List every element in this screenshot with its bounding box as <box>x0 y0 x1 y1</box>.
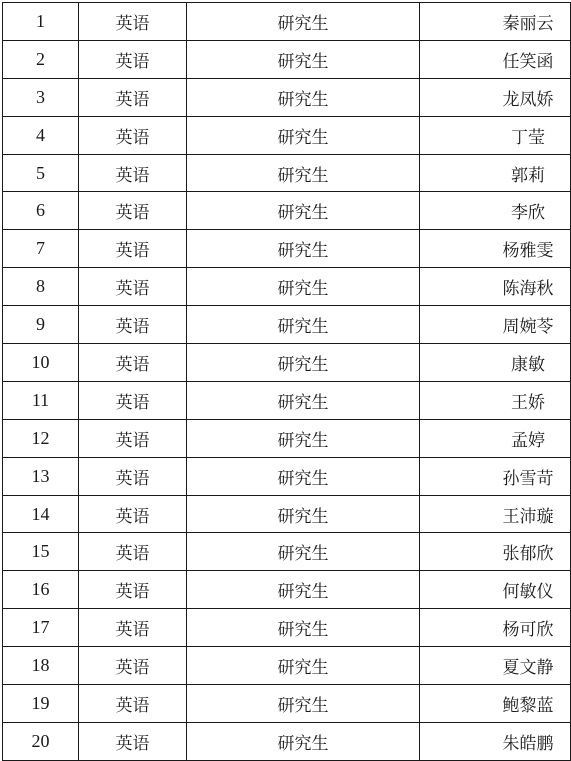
subject-cell: 英语 <box>79 685 187 723</box>
name-cell: 孟婷 <box>420 419 571 457</box>
name-cell: 郭莉 <box>420 154 571 192</box>
row-number: 11 <box>3 381 79 419</box>
name-cell: 秦丽云 <box>420 3 571 41</box>
name-cell: 杨可欣 <box>420 609 571 647</box>
table-row <box>3 722 571 760</box>
table-row <box>3 533 571 571</box>
name-cell: 陈海秋 <box>420 268 571 306</box>
level-cell: 研究生 <box>187 230 420 268</box>
level-cell: 研究生 <box>187 40 420 78</box>
row-number: 2 <box>3 40 79 78</box>
subject-cell: 英语 <box>79 609 187 647</box>
roster-table <box>2 2 571 761</box>
roster-table-body <box>3 3 571 761</box>
row-number: 15 <box>3 533 79 571</box>
subject-cell: 英语 <box>79 647 187 685</box>
table-row <box>3 230 571 268</box>
table-row <box>3 571 571 609</box>
subject-cell: 英语 <box>79 495 187 533</box>
name-cell: 康敏 <box>420 344 571 382</box>
table-row <box>3 344 571 382</box>
name-cell: 王娇 <box>420 381 571 419</box>
name-cell: 夏文静 <box>420 647 571 685</box>
subject-cell: 英语 <box>79 3 187 41</box>
level-cell: 研究生 <box>187 685 420 723</box>
table-row <box>3 40 571 78</box>
level-cell: 研究生 <box>187 3 420 41</box>
level-cell: 研究生 <box>187 457 420 495</box>
subject-cell: 英语 <box>79 457 187 495</box>
table-row <box>3 116 571 154</box>
row-number: 10 <box>3 344 79 382</box>
name-cell: 王沛璇 <box>420 495 571 533</box>
table-row <box>3 78 571 116</box>
name-cell: 孙雪苛 <box>420 457 571 495</box>
name-cell: 任笑函 <box>420 40 571 78</box>
row-number: 13 <box>3 457 79 495</box>
level-cell: 研究生 <box>187 419 420 457</box>
subject-cell: 英语 <box>79 116 187 154</box>
table-row <box>3 306 571 344</box>
subject-cell: 英语 <box>79 571 187 609</box>
row-number: 8 <box>3 268 79 306</box>
name-cell: 杨雅雯 <box>420 230 571 268</box>
subject-cell: 英语 <box>79 78 187 116</box>
row-number: 17 <box>3 609 79 647</box>
level-cell: 研究生 <box>187 154 420 192</box>
subject-cell: 英语 <box>79 40 187 78</box>
row-number: 20 <box>3 722 79 760</box>
table-row <box>3 495 571 533</box>
subject-cell: 英语 <box>79 381 187 419</box>
row-number: 18 <box>3 647 79 685</box>
level-cell: 研究生 <box>187 571 420 609</box>
name-cell: 何敏仪 <box>420 571 571 609</box>
row-number: 9 <box>3 306 79 344</box>
table-row <box>3 154 571 192</box>
subject-cell: 英语 <box>79 230 187 268</box>
table-row <box>3 457 571 495</box>
subject-cell: 英语 <box>79 419 187 457</box>
name-cell: 张郁欣 <box>420 533 571 571</box>
level-cell: 研究生 <box>187 609 420 647</box>
name-cell: 鲍黎蓝 <box>420 685 571 723</box>
table-row <box>3 268 571 306</box>
row-number: 4 <box>3 116 79 154</box>
level-cell: 研究生 <box>187 78 420 116</box>
level-cell: 研究生 <box>187 381 420 419</box>
subject-cell: 英语 <box>79 533 187 571</box>
level-cell: 研究生 <box>187 306 420 344</box>
subject-cell: 英语 <box>79 192 187 230</box>
level-cell: 研究生 <box>187 647 420 685</box>
row-number: 14 <box>3 495 79 533</box>
name-cell: 周婉苓 <box>420 306 571 344</box>
name-cell: 李欣 <box>420 192 571 230</box>
subject-cell: 英语 <box>79 306 187 344</box>
name-cell: 龙凤娇 <box>420 78 571 116</box>
subject-cell: 英语 <box>79 268 187 306</box>
table-row <box>3 609 571 647</box>
table-row <box>3 685 571 723</box>
table-row <box>3 381 571 419</box>
name-cell: 丁莹 <box>420 116 571 154</box>
level-cell: 研究生 <box>187 192 420 230</box>
row-number: 7 <box>3 230 79 268</box>
subject-cell: 英语 <box>79 344 187 382</box>
row-number: 16 <box>3 571 79 609</box>
roster-sheet <box>2 2 570 761</box>
row-number: 5 <box>3 154 79 192</box>
table-row <box>3 3 571 41</box>
row-number: 6 <box>3 192 79 230</box>
level-cell: 研究生 <box>187 722 420 760</box>
subject-cell: 英语 <box>79 722 187 760</box>
row-number: 19 <box>3 685 79 723</box>
table-row <box>3 647 571 685</box>
subject-cell: 英语 <box>79 154 187 192</box>
row-number: 1 <box>3 3 79 41</box>
table-row <box>3 192 571 230</box>
level-cell: 研究生 <box>187 533 420 571</box>
level-cell: 研究生 <box>187 344 420 382</box>
level-cell: 研究生 <box>187 268 420 306</box>
row-number: 12 <box>3 419 79 457</box>
level-cell: 研究生 <box>187 495 420 533</box>
level-cell: 研究生 <box>187 116 420 154</box>
name-cell: 朱皓鹏 <box>420 722 571 760</box>
row-number: 3 <box>3 78 79 116</box>
table-row <box>3 419 571 457</box>
